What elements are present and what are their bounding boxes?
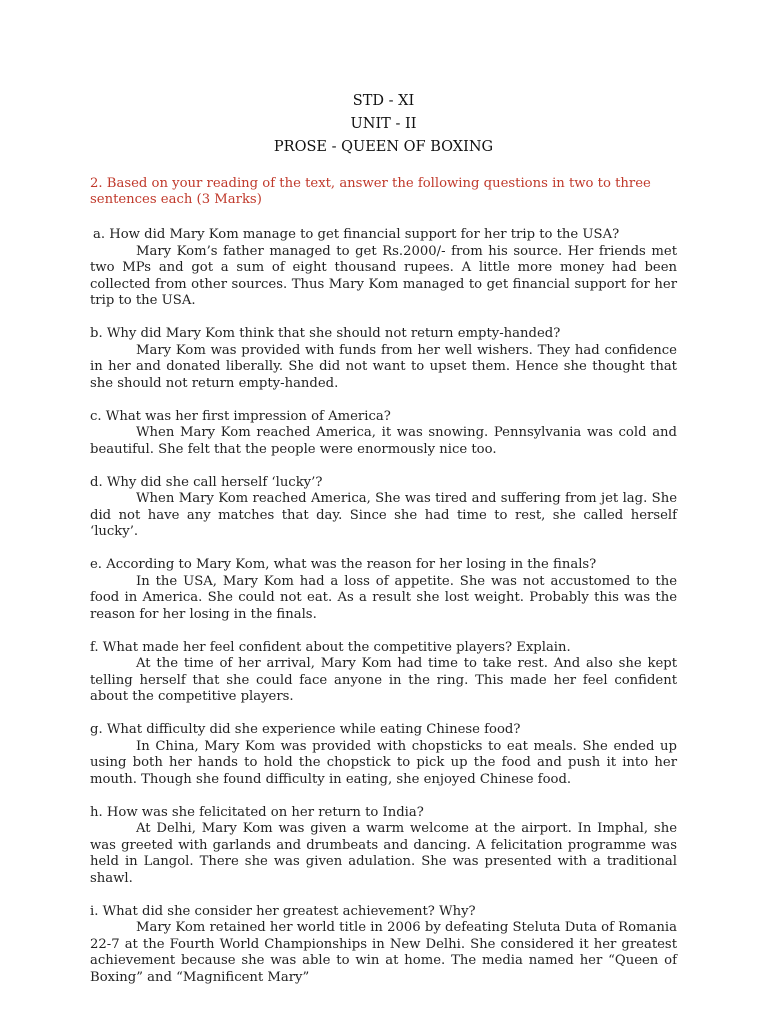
question-e: e. According to Mary Kom, what was the reason for her losing in the finals?	[90, 557, 597, 572]
header-title: PROSE - QUEEN OF BOXING	[273, 139, 494, 155]
document-header	[90, 90, 677, 159]
answer-h: At Delhi, Mary Kom was given a warm welcome at the airport. In Imphal, she was greeted with garlands and drumbeats and dancing. A felicitation programme was held in Langol. There she was given adulation. She was presented with a traditional shawl.	[90, 821, 677, 886]
qa-item-g	[90, 722, 677, 788]
question-f: f. What made her feel confident about the competitive players? Explain.	[90, 639, 571, 655]
qa-item-f	[90, 640, 677, 706]
answer-d: When Mary Kom reached America, She was tired and suffering from jet lag. She did not have any matches that day. Since she had time to rest, she called herself ‘lucky’.	[90, 491, 677, 539]
answer-i: Mary Kom retained her world title in 2006 by defeating Steluta Duta of Romania 22-7 at the Fourth World Championships in New Delhi. She considered it her greatest achievement because she was able to win at home. The media named her “Queen of Boxing” and “Magnificent Mary”	[90, 920, 677, 985]
qa-item-b	[90, 326, 677, 392]
question-i: i. What did she consider her greatest achievement? Why?	[90, 903, 476, 919]
qa-item-h	[90, 805, 677, 888]
question-a: a. How did Mary Kom manage to get financial support for her trip to the USA?	[93, 227, 620, 242]
qa-item-c	[90, 409, 677, 459]
question-d: d. Why did she call herself ‘lucky’?	[90, 474, 323, 490]
qa-item-a	[90, 227, 677, 310]
question-instruction: 2. Based on your reading of the text, answer the following questions in two to three sentences each (3 Marks)	[90, 176, 651, 207]
answer-e: In the USA, Mary Kom had a loss of appetite. She was not accustomed to the food in America. She could not eat. As a result she lost weight. Probably this was the reason for her losing in the finals.	[90, 573, 677, 622]
qa-item-e	[90, 557, 677, 623]
question-c: c. What was her first impression of America?	[90, 408, 391, 424]
answer-a: Mary Kom’s father managed to get Rs.2000/- from his source. Her friends met two MPs and got a sum of eight thousand rupees. A little more money had been collected from other sources. Thus Mary Kom managed to get financial support for her trip to the USA.	[90, 243, 677, 308]
question-b: b. Why did Mary Kom think that she should not return empty-handed?	[90, 326, 561, 341]
answer-b: Mary Kom was provided with funds from her well wishers. They had confidence in her and donated liberally. She did not want to upset them. Hence she thought that she should not return empty-handed.	[90, 342, 677, 391]
question-h: h. How was she felicitated on her return to India?	[90, 804, 424, 820]
qa-item-d	[90, 475, 677, 541]
answer-g: In China, Mary Kom was provided with chopsticks to eat meals. She ended up using both her hands to hold the chopstick to pick up the food and push it into her mouth. Though she found difficulty in eating, she enjoyed Chinese food.	[90, 738, 677, 787]
header-standard: STD - XI	[352, 93, 415, 109]
header-unit: UNIT - II	[350, 116, 417, 132]
answer-c: When Mary Kom reached America, it was snowing. Pennsylvania was cold and beautiful. She felt that the people were enormously nice too.	[90, 425, 677, 457]
document-page	[90, 90, 677, 1003]
question-g: g. What difficulty did she experience while eating Chinese food?	[90, 722, 521, 737]
answer-f: At the time of her arrival, Mary Kom had time to take rest. And also she kept telling herself that she could face anyone in the ring. This made her feel confident about the competitive players.	[90, 656, 677, 704]
qa-item-i	[90, 904, 677, 987]
